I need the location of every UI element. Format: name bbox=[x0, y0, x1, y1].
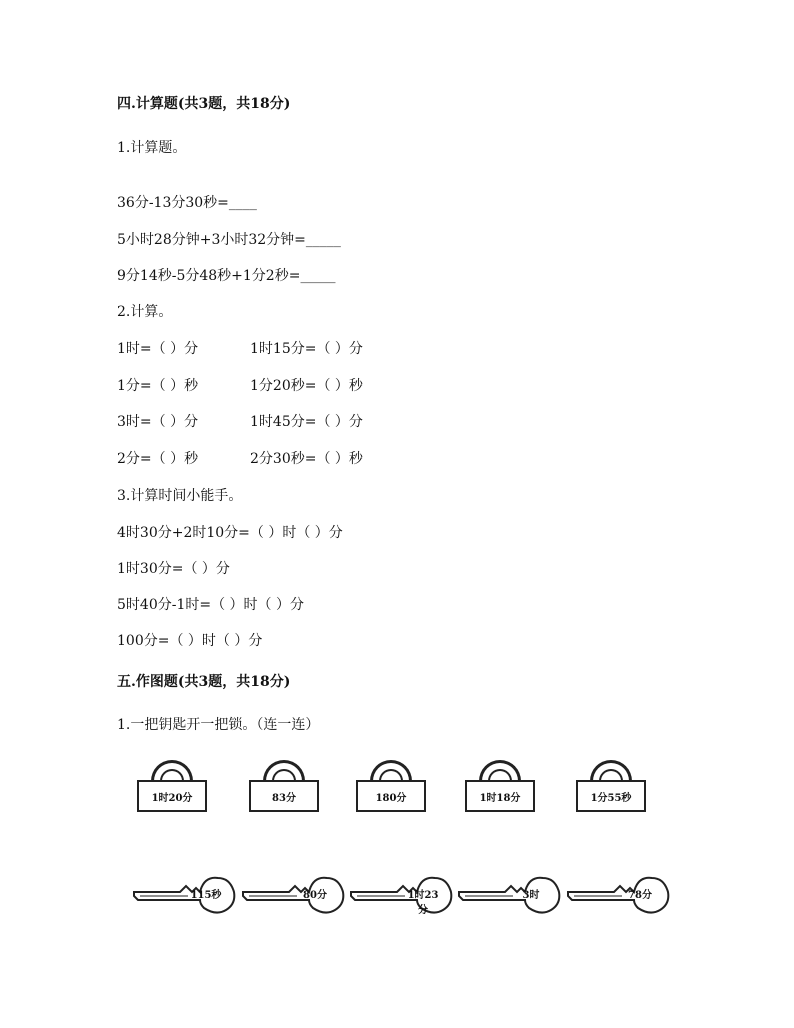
key[interactable] bbox=[239, 870, 349, 920]
key-label: 78分 bbox=[628, 890, 652, 901]
q3-line-4: 100分=（ ）时（ ）分 bbox=[117, 633, 263, 649]
key[interactable] bbox=[347, 870, 457, 920]
section4-title: 四.计算题(共3题，共18分) bbox=[117, 96, 291, 112]
lock-label: 83分 bbox=[249, 780, 319, 812]
lock[interactable] bbox=[576, 760, 646, 820]
q3-line-3: 5时40分-1时=（ ）时（ ）分 bbox=[117, 597, 304, 613]
q2-cell: 1分=（ ）秒 bbox=[117, 378, 199, 394]
key[interactable] bbox=[564, 870, 674, 920]
section5-title: 五.作图题(共3题，共18分) bbox=[117, 674, 291, 690]
q2-cell: 2分=（ ）秒 bbox=[117, 451, 199, 467]
key-label: 1时23分 bbox=[407, 890, 439, 916]
q2-cell: 2分30秒=（ ）秒 bbox=[250, 451, 363, 467]
lock-label: 1时18分 bbox=[465, 780, 535, 812]
q1-line-2: 5小时28分钟+3小时32分钟=_____ bbox=[117, 232, 341, 248]
q3-line-1: 4时30分+2时10分=（ ）时（ ）分 bbox=[117, 525, 343, 541]
key[interactable] bbox=[130, 870, 240, 920]
key-label: 115秒 bbox=[190, 890, 222, 901]
q2-cell: 1时15分=（ ）分 bbox=[250, 341, 363, 357]
key-label: 3时 bbox=[522, 890, 540, 901]
lock[interactable] bbox=[465, 760, 535, 820]
q2-row-3 bbox=[117, 412, 363, 432]
lock-label: 1分55秒 bbox=[576, 780, 646, 812]
q2-label: 2.计算。 bbox=[117, 304, 173, 320]
lock[interactable] bbox=[137, 760, 207, 820]
lock[interactable] bbox=[356, 760, 426, 820]
lock[interactable] bbox=[249, 760, 319, 820]
q2-cell: 1时45分=（ ）分 bbox=[250, 414, 363, 430]
section5-q1-label: 1.一把钥匙开一把锁。（连一连） bbox=[117, 717, 320, 733]
q2-cell: 3时=（ ）分 bbox=[117, 414, 199, 430]
q2-row-2 bbox=[117, 376, 363, 396]
q1-label: 1.计算题。 bbox=[117, 140, 187, 156]
lock-label: 180分 bbox=[356, 780, 426, 812]
q3-line-2: 1时30分=（ ）分 bbox=[117, 561, 230, 577]
q2-row-1 bbox=[117, 339, 363, 359]
q2-row-4 bbox=[117, 449, 363, 469]
q1-line-1: 36分-13分30秒=____ bbox=[117, 195, 257, 211]
key[interactable] bbox=[455, 870, 565, 920]
q2-cell: 1分20秒=（ ）秒 bbox=[250, 378, 363, 394]
q2-cell: 1时=（ ）分 bbox=[117, 341, 199, 357]
lock-label: 1时20分 bbox=[137, 780, 207, 812]
q1-line-3: 9分14秒-5分48秒+1分2秒=_____ bbox=[117, 268, 336, 284]
key-label: 80分 bbox=[303, 890, 327, 901]
q3-label: 3.计算时间小能手。 bbox=[117, 488, 243, 504]
